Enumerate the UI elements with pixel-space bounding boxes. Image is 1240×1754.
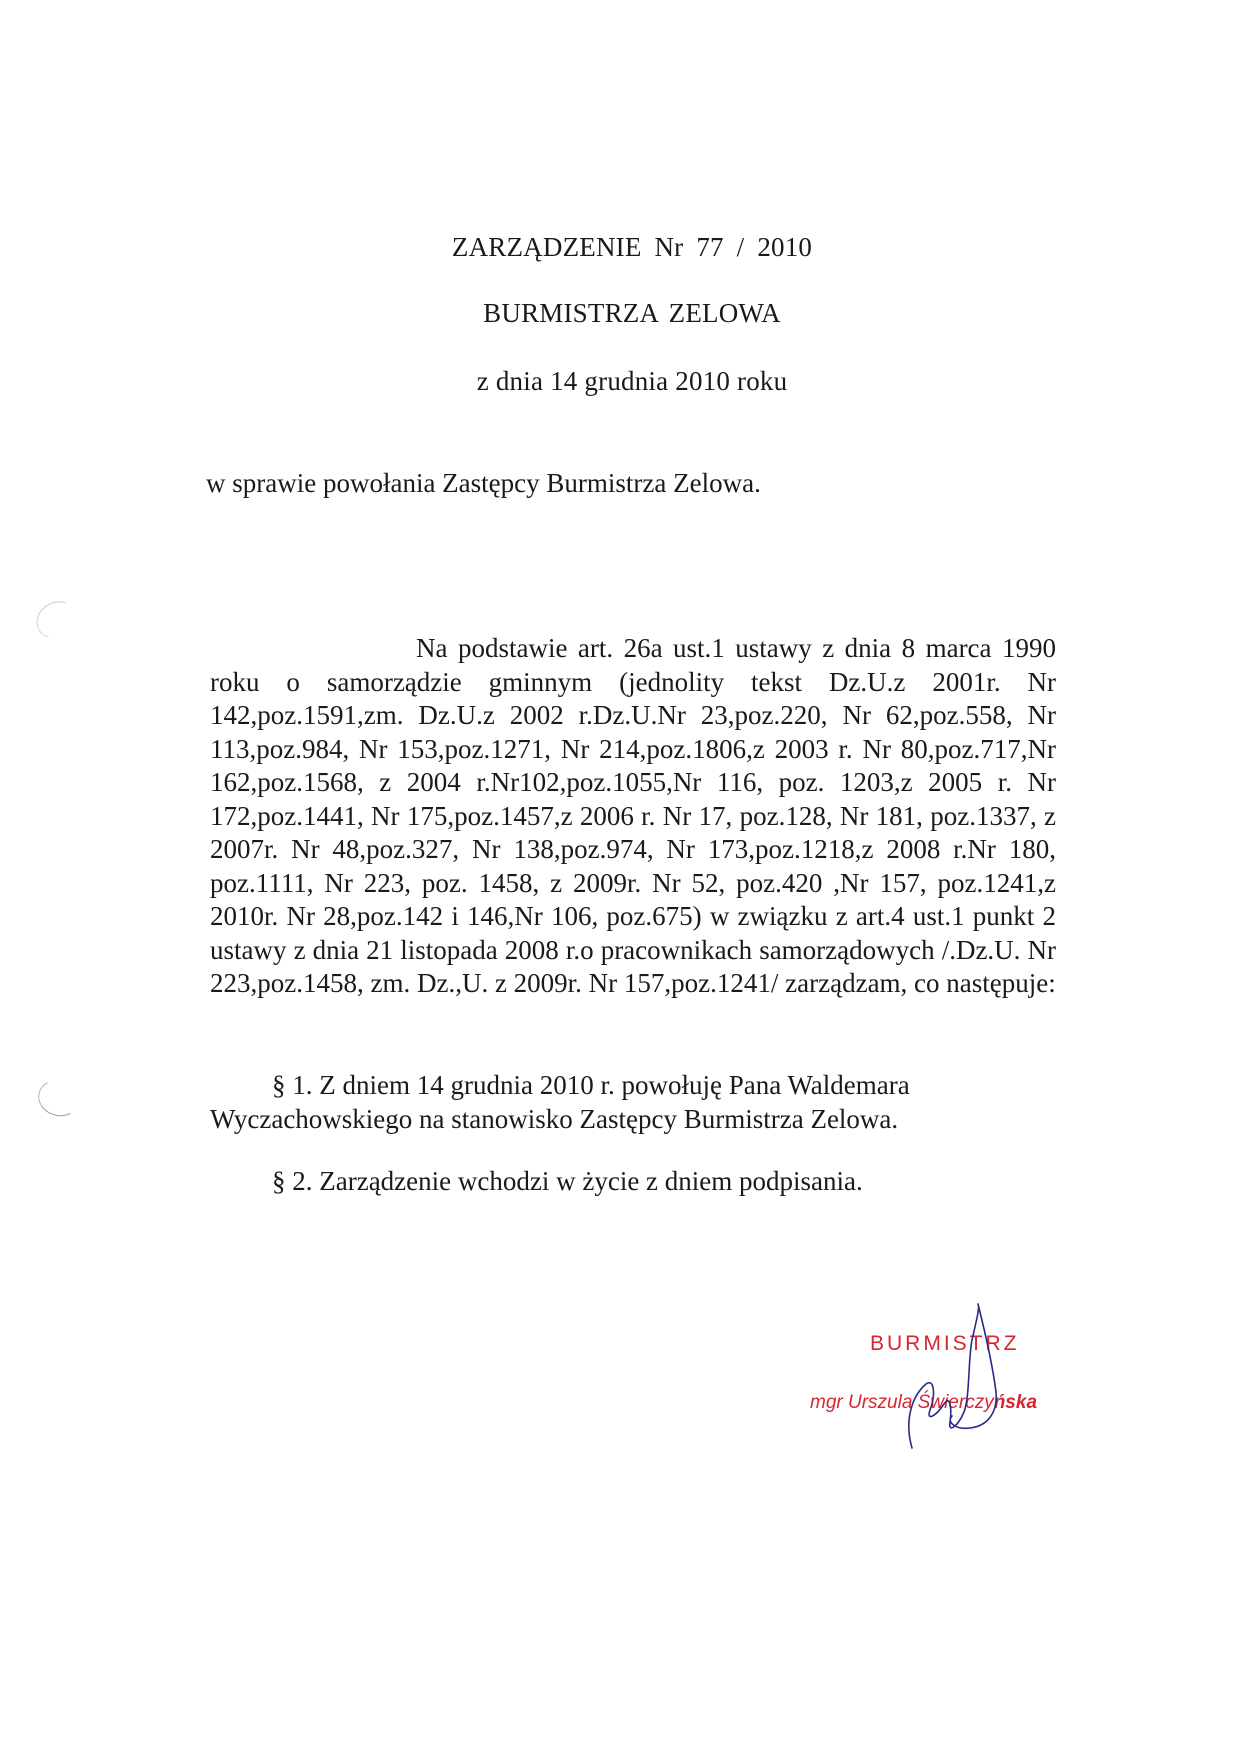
handwritten-signature [860, 1300, 1040, 1450]
stamp-name-suffix: ńska [993, 1392, 1038, 1413]
legal-basis-paragraph: Na podstawie art. 26a ust.1 ustawy z dnia 8 marca 1990 roku o samorządzie gminnym (jednolity tekst Dz.U.z 2001r. Nr 142,poz.1591,zm. Dz.U.z 2002 r.Dz.U.Nr 23,poz.220, Nr 62,poz.558, Nr 113,poz.984, Nr 153,poz.1271, Nr 214,poz.1806,z 2003 r. Nr 80,poz.717,Nr 162,poz.1568, z 2004 r.Nr102,poz.1055,Nr 116, poz. 1203,z 2005 r. Nr 172,poz.1441, Nr 175,poz.1457,z 2006 r. Nr 17, poz.128, Nr 181, poz.1337, z 2007r. Nr 48,poz.327, Nr 138,poz.974, Nr 173,poz.1218,z 2008 r.Nr 180, poz.1111, Nr 223, poz. 1458, z 2009r. Nr 52, poz.420 ,Nr 157, poz.1241,z 2010r. Nr 28,poz.142 i 146,Nr 106, poz.675) w związku z art.4 ust.1 punkt 2 ustawy z dnia 21 listopada 2008 r.o pracownikach samorządowych /.Dz.U. Nr 223,poz.1458, zm. Dz.,U. z 2009r. Nr 157,poz.1241/ zarządzam, co następuje: [210, 633, 1056, 998]
document-date: z dnia 14 grudnia 2010 roku [476, 366, 788, 396]
document-title: ZARZĄDZENIE Nr 77 / 2010 [451, 232, 813, 262]
punch-hole-shadow [34, 1075, 84, 1121]
punch-hole-shadow [30, 595, 83, 645]
issuing-authority: BURMISTRZA ZELOWA [483, 298, 781, 328]
stamp-name-prefix: mgr Urszula Świerczy [810, 1392, 994, 1413]
official-stamp [800, 1300, 1100, 1450]
paragraph-2: § 2. Zarządzenie wchodzi w życie z dniem podpisania. [272, 1166, 863, 1196]
stamp-title: BURMISTRZ [870, 1332, 1020, 1355]
paragraph-1: § 1. Z dniem 14 grudnia 2010 r. powołuję Pana Waldemara Wyczachowskiego na stanowisko Zastępcy Burmistrza Zelowa. [210, 1070, 910, 1134]
document-subject: w sprawie powołania Zastępcy Burmistrza Zelowa. [206, 468, 761, 498]
